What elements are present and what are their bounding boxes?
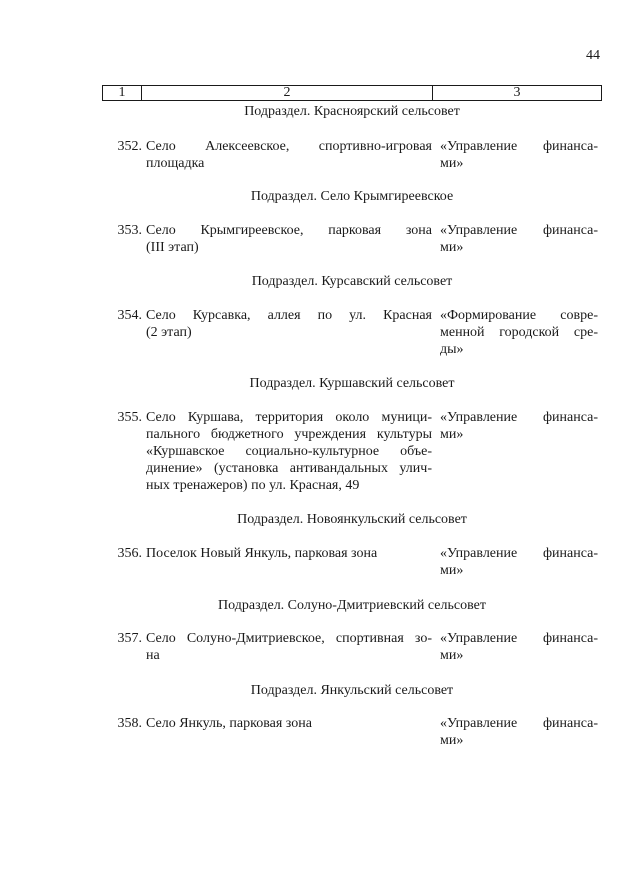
section-title: Подраздел. Красноярский сельсовет bbox=[244, 104, 460, 119]
entry-description-line: Село Солуно-Дмитриевское, спортивная зо- bbox=[146, 631, 432, 646]
entry-description-line: Село Янкуль, парковая зона bbox=[146, 716, 312, 731]
entry-number: 355. bbox=[117, 410, 142, 425]
entry-description bbox=[146, 715, 432, 732]
entry-description-line: Село Курсавка, аллея по ул. Красная bbox=[146, 308, 432, 323]
entry-description-line: (2 этап) bbox=[146, 325, 192, 340]
entry-number: 356. bbox=[117, 546, 142, 561]
entry-description-line: пального бюджетного учреждения культуры bbox=[146, 427, 432, 442]
column-header-description: 2 bbox=[142, 86, 433, 100]
entry-responsible-line: «Управление финанса- bbox=[440, 410, 598, 425]
entry-responsible-line: ми» bbox=[440, 427, 464, 442]
entry-responsible-line: ми» bbox=[440, 563, 464, 578]
section-title: Подраздел. Село Крымгиреевское bbox=[250, 189, 454, 204]
page-number: 44 bbox=[586, 48, 600, 63]
entry-number: 353. bbox=[117, 223, 142, 238]
entry-responsible-line: «Управление финанса- bbox=[440, 546, 598, 561]
column-header-responsible: 3 bbox=[513, 85, 521, 100]
entry-responsible-line: ми» bbox=[440, 156, 464, 171]
entry-description-line: на bbox=[146, 648, 160, 663]
section-title: Подраздел. Куршавский сельсовет bbox=[249, 376, 455, 391]
entry-description bbox=[146, 409, 432, 494]
table-header bbox=[102, 85, 602, 101]
entry-responsible-line: «Управление финанса- bbox=[440, 716, 598, 731]
entry-description bbox=[146, 138, 432, 172]
entry-description bbox=[146, 545, 432, 562]
section-title: Подраздел. Новоянкульский сельсовет bbox=[237, 512, 467, 527]
entry-responsible-line: менной городской сре- bbox=[440, 325, 598, 340]
entry-description-line: Село Алексеевское, спортивно-игровая bbox=[146, 139, 432, 154]
entry-responsible-line: ми» bbox=[440, 733, 464, 748]
entry-responsible bbox=[440, 222, 598, 256]
entry-responsible bbox=[440, 715, 598, 749]
entry-responsible-line: ды» bbox=[440, 342, 464, 357]
entry-description bbox=[146, 630, 432, 664]
entry-number: 358. bbox=[117, 716, 142, 731]
section-title: Подраздел. Янкульский сельсовет bbox=[250, 683, 454, 698]
entry-number: 354. bbox=[117, 308, 142, 323]
entry-responsible-line: «Управление финанса- bbox=[440, 631, 598, 646]
entry-number: 352. bbox=[117, 139, 142, 154]
entry-description-line: «Куршавское социально-культурное объе- bbox=[146, 444, 432, 459]
entry-responsible bbox=[440, 630, 598, 664]
entry-description bbox=[146, 222, 432, 256]
entry-responsible bbox=[440, 409, 598, 443]
column-header-number: 1 bbox=[103, 86, 142, 100]
entry-responsible bbox=[440, 138, 598, 172]
entry-responsible bbox=[440, 307, 598, 358]
section-title: Подраздел. Солуно-Дмитриевский сельсовет bbox=[218, 598, 486, 613]
entry-responsible-line: ми» bbox=[440, 240, 464, 255]
entry-responsible-line: «Управление финанса- bbox=[440, 139, 598, 154]
entry-description-line: площадка bbox=[146, 156, 205, 171]
entry-description-line: динение» (установка антивандальных улич- bbox=[146, 461, 432, 476]
entry-description-line: Село Крымгиреевское, парковая зона bbox=[146, 223, 432, 238]
entry-number: 357. bbox=[117, 631, 142, 646]
entry-responsible bbox=[440, 545, 598, 579]
entry-responsible-line: ми» bbox=[440, 648, 464, 663]
entry-description-line: Село Куршава, территория около муници- bbox=[146, 410, 432, 425]
entry-description-line: (III этап) bbox=[146, 240, 199, 255]
entry-description bbox=[146, 307, 432, 341]
entry-description-line: ных тренажеров) по ул. Красная, 49 bbox=[146, 478, 360, 493]
entry-responsible-line: «Формирование совре- bbox=[440, 308, 598, 323]
entry-responsible-line: «Управление финанса- bbox=[440, 223, 598, 238]
entry-description-line: Поселок Новый Янкуль, парковая зона bbox=[146, 546, 378, 561]
section-title: Подраздел. Курсавский сельсовет bbox=[251, 274, 453, 289]
